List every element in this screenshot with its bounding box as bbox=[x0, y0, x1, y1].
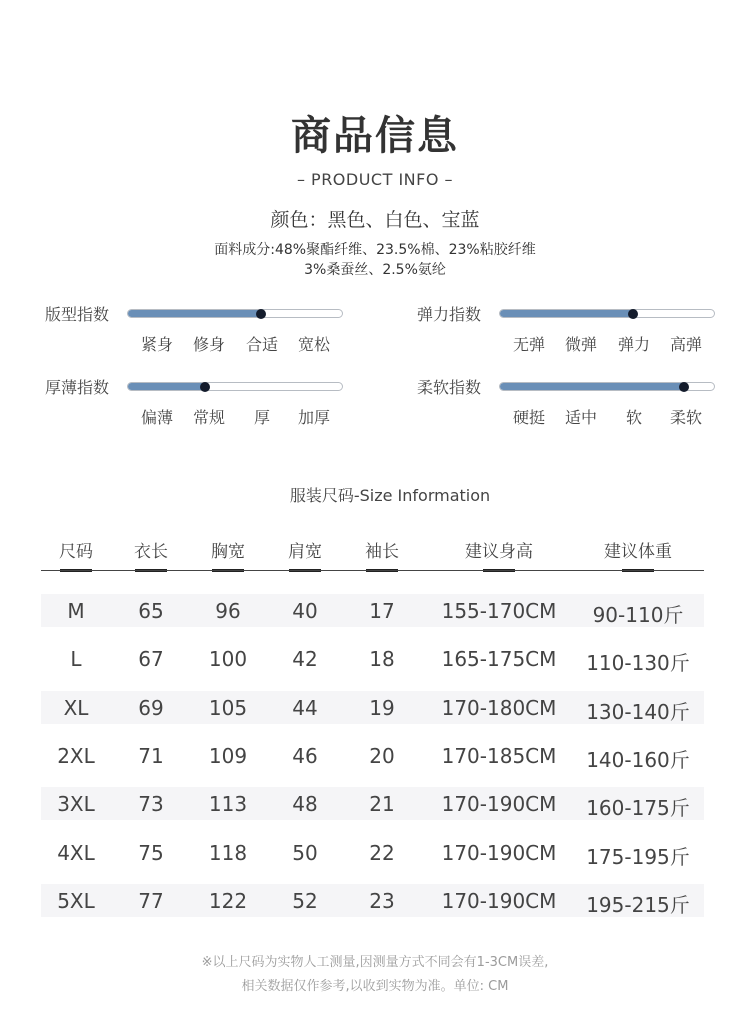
index-label: 弹力指数 bbox=[417, 305, 482, 324]
table-cell: 110-130斤 bbox=[586, 651, 690, 676]
table-cell: 77 bbox=[138, 888, 164, 913]
table-cell: 3XL bbox=[57, 792, 95, 817]
table-row bbox=[41, 884, 704, 917]
table-cell: 170-190CM bbox=[441, 792, 557, 817]
table-cell: 100 bbox=[208, 647, 248, 672]
index-fill bbox=[500, 310, 633, 317]
index-marker bbox=[628, 309, 638, 319]
fabric-composition-line-1: 面料成分:48%聚酯纤维、23.5%棉、23%粘胶纤维 bbox=[214, 242, 536, 258]
index-marker bbox=[200, 382, 210, 392]
table-cell: 140-160斤 bbox=[586, 747, 690, 772]
table-cell: 73 bbox=[138, 792, 164, 817]
page-subtitle: – PRODUCT INFO – bbox=[296, 170, 454, 189]
index-marker bbox=[256, 309, 266, 319]
table-cell: 122 bbox=[208, 888, 248, 913]
table-cell: 90-110斤 bbox=[592, 603, 684, 627]
index-track bbox=[499, 382, 715, 391]
table-cell: 18 bbox=[369, 647, 395, 672]
column-header: 建议身高 bbox=[465, 542, 533, 562]
index-option: 加厚 bbox=[297, 408, 331, 427]
index-option: 厚 bbox=[253, 408, 271, 427]
table-cell: M bbox=[67, 599, 85, 623]
index-softness bbox=[417, 375, 717, 427]
color-options: 颜色：黑色、白色、宝蓝 bbox=[270, 209, 480, 231]
table-cell: 195-215斤 bbox=[586, 892, 690, 917]
column-header: 胸宽 bbox=[211, 542, 245, 562]
index-fill bbox=[128, 383, 205, 390]
table-cell: 155-170CM bbox=[441, 599, 557, 623]
table-cell: 19 bbox=[369, 695, 395, 720]
table-row bbox=[41, 594, 704, 627]
column-header: 尺码 bbox=[59, 542, 93, 562]
table-cell: 5XL bbox=[57, 888, 95, 913]
index-marker bbox=[679, 382, 689, 392]
size-table-title: 服装尺码-Size Information bbox=[289, 486, 491, 505]
index-thickness bbox=[45, 375, 345, 427]
table-cell: 20 bbox=[369, 743, 395, 768]
table-row bbox=[41, 739, 704, 772]
size-table-header bbox=[41, 537, 704, 571]
column-header: 衣长 bbox=[134, 542, 168, 562]
table-cell: 170-185CM bbox=[441, 743, 557, 768]
index-track bbox=[499, 309, 715, 318]
table-cell: 175-195斤 bbox=[586, 844, 690, 869]
table-cell: 21 bbox=[369, 792, 395, 817]
table-row bbox=[41, 787, 704, 820]
column-header: 袖长 bbox=[365, 542, 399, 562]
table-cell: 130-140斤 bbox=[586, 699, 690, 724]
index-option: 常规 bbox=[192, 408, 226, 427]
index-option: 适中 bbox=[564, 408, 598, 427]
table-cell: 69 bbox=[138, 695, 164, 720]
index-option: 柔软 bbox=[669, 408, 703, 427]
index-options bbox=[499, 332, 715, 352]
table-cell: 46 bbox=[292, 743, 318, 768]
table-cell: 165-175CM bbox=[441, 647, 557, 672]
index-option: 高弹 bbox=[669, 335, 703, 354]
table-cell: 52 bbox=[292, 888, 318, 913]
table-cell: 105 bbox=[208, 695, 248, 720]
index-fill bbox=[128, 310, 261, 317]
header-divider bbox=[41, 570, 704, 571]
index-options bbox=[127, 332, 343, 352]
table-cell: 65 bbox=[138, 599, 164, 623]
index-option: 合适 bbox=[245, 335, 279, 354]
index-track bbox=[127, 309, 343, 318]
table-cell: L bbox=[70, 647, 82, 672]
table-row bbox=[41, 642, 704, 675]
index-option: 微弹 bbox=[564, 335, 598, 354]
column-header: 建议体重 bbox=[604, 542, 672, 562]
index-options bbox=[127, 405, 343, 425]
index-option: 修身 bbox=[192, 335, 226, 354]
table-row bbox=[41, 836, 704, 869]
index-options bbox=[499, 405, 715, 425]
table-cell: 170-190CM bbox=[441, 840, 557, 865]
page-title: 商品信息 bbox=[291, 113, 459, 159]
table-cell: 109 bbox=[208, 743, 248, 768]
index-option: 偏薄 bbox=[140, 408, 174, 427]
table-cell: 75 bbox=[138, 840, 164, 865]
table-cell: XL bbox=[63, 695, 89, 720]
index-option: 无弹 bbox=[512, 335, 546, 354]
index-elasticity bbox=[417, 302, 717, 354]
table-cell: 22 bbox=[369, 840, 395, 865]
table-cell: 96 bbox=[215, 599, 241, 623]
index-label: 版型指数 bbox=[45, 305, 110, 324]
table-cell: 23 bbox=[369, 888, 395, 913]
table-cell: 71 bbox=[138, 743, 164, 768]
index-track bbox=[127, 382, 343, 391]
index-option: 软 bbox=[625, 408, 643, 427]
index-label: 柔软指数 bbox=[417, 378, 482, 397]
table-cell: 170-180CM bbox=[441, 695, 557, 720]
index-option: 紧身 bbox=[140, 335, 174, 354]
table-cell: 67 bbox=[138, 647, 164, 672]
table-cell: 118 bbox=[208, 840, 248, 865]
index-option: 硬挺 bbox=[512, 408, 546, 427]
measurement-note-1: ※以上尺码为实物人工测量,因测量方式不同会有1-3CM误差, bbox=[201, 955, 549, 970]
index-option: 弹力 bbox=[617, 335, 651, 354]
table-cell: 17 bbox=[369, 599, 395, 623]
table-cell: 40 bbox=[292, 599, 318, 623]
table-cell: 48 bbox=[292, 792, 318, 817]
column-header: 肩宽 bbox=[288, 542, 322, 562]
table-cell: 44 bbox=[292, 695, 318, 720]
index-option: 宽松 bbox=[297, 335, 331, 354]
table-cell: 42 bbox=[292, 647, 318, 672]
table-cell: 4XL bbox=[57, 840, 95, 865]
table-row bbox=[41, 691, 704, 724]
index-label: 厚薄指数 bbox=[45, 378, 110, 397]
index-fit bbox=[45, 302, 345, 354]
index-fill bbox=[500, 383, 684, 390]
fabric-composition-line-2: 3%桑蚕丝、2.5%氨纶 bbox=[304, 262, 446, 278]
table-cell: 50 bbox=[292, 840, 318, 865]
table-cell: 170-190CM bbox=[441, 888, 557, 913]
measurement-note-2: 相关数据仅作参考,以收到实物为准。单位: CM bbox=[241, 979, 509, 994]
table-cell: 160-175斤 bbox=[586, 796, 690, 821]
table-cell: 113 bbox=[208, 792, 248, 817]
table-cell: 2XL bbox=[57, 743, 95, 768]
